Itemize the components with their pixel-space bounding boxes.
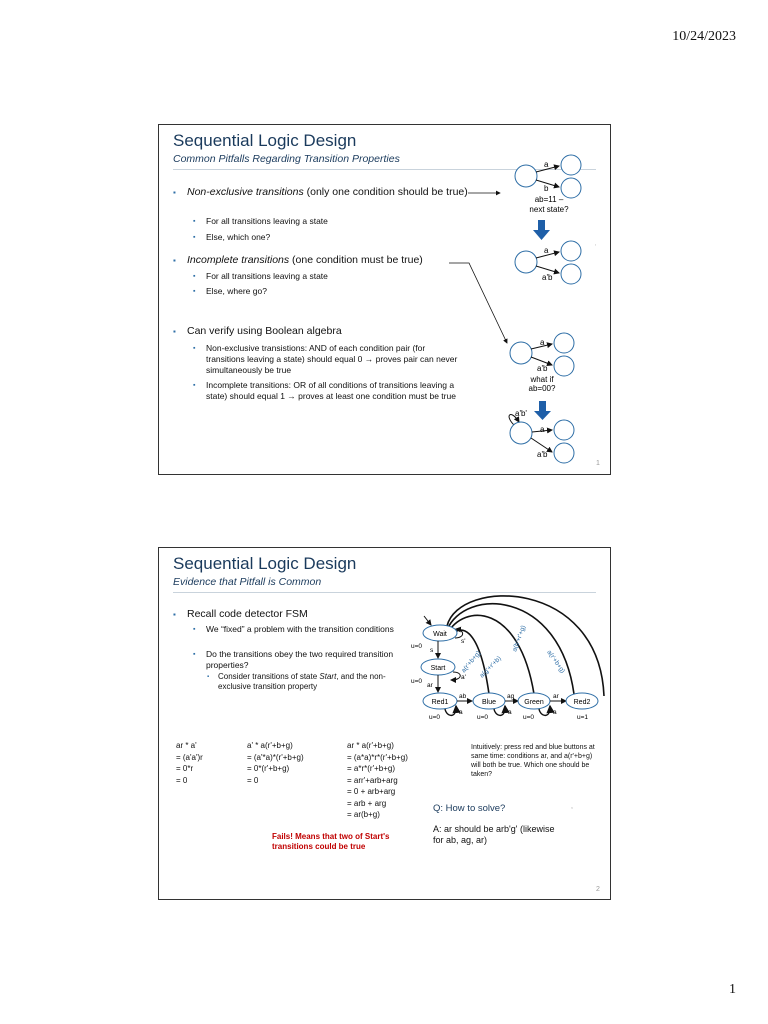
equation-line: = ar(b+g) (347, 810, 380, 819)
arc-label: a(g'+r'+b) (478, 655, 503, 680)
fail-message: Fails! Means that two of Start's transitions could be true (272, 832, 390, 851)
condition-label: a'b (542, 273, 553, 282)
diagram-note: ab=11 – (534, 195, 564, 204)
sub-bullet: ▪ We “fixed” a problem with the transition conditions (193, 624, 406, 635)
slide-number: 1 (596, 460, 600, 467)
state-label: Red1 (431, 699, 449, 706)
condition-label: ar (553, 693, 559, 700)
sub-bullet: ▪ For all transitions leaving a state (193, 216, 328, 227)
equation-line: ar * a(r'+b+g) (347, 741, 394, 750)
diagram-fixed-exclusive (515, 241, 581, 284)
equation-line: ar * a' (176, 741, 197, 750)
condition-label: ab (459, 693, 467, 700)
bullet-text: (only one condition should be true) (303, 186, 468, 198)
equation-line: = arr'+arb+arg (347, 775, 398, 785)
slide-title: Sequential Logic Design (173, 131, 357, 150)
down-arrow-icon (534, 401, 551, 420)
question-text: Q: How to solve? (433, 803, 506, 814)
condition-label: s (430, 647, 434, 654)
state-green (518, 693, 550, 709)
condition-label: b (544, 184, 549, 193)
condition-label: a (508, 709, 512, 716)
state-node (561, 155, 581, 175)
page-date: 10/24/2023 (672, 29, 736, 44)
bullet-verify: ▪ Can verify using Boolean algebra (173, 325, 342, 338)
state-label: Blue (481, 699, 497, 706)
sub-bullet: ▪ For all transitions leaving a state (193, 271, 328, 282)
condition-label: a' (461, 674, 466, 681)
state-red2 (566, 693, 598, 709)
text-part: Consider transitions of state (218, 672, 320, 681)
page-number: 1 (729, 982, 736, 997)
sub-bullet: ▪ Do the transitions obey the two required transition properties? (193, 649, 411, 671)
condition-label: ar (427, 682, 433, 689)
text-part: , and the non-exclusive transition property (218, 672, 386, 691)
bullet-emphasis: Incomplete transitions (187, 254, 290, 266)
condition-label: a (544, 160, 549, 169)
answer-text: A: ar should be arb'g' (likewise for ab, ag, ar) (433, 824, 555, 845)
diagram-incomplete (510, 333, 574, 393)
sub-bullet: ▪ Else, where go? (193, 286, 267, 297)
slide-2 (158, 547, 611, 900)
condition-label: a (544, 246, 549, 255)
equation-line: = 0 (176, 775, 188, 785)
down-arrow-icon (533, 220, 550, 240)
output-label: u=0 (523, 714, 535, 721)
output-label: u=0 (477, 714, 489, 721)
output-label: u=1 (577, 714, 589, 721)
sub-bullet: ▪ Else, which one? (193, 232, 270, 243)
equation-line: = (a'a')r (176, 752, 203, 762)
bullet-emphasis: Non-exclusive transitions (187, 186, 304, 198)
arc-label: a(b'+r'+g) (511, 624, 528, 653)
transition-arc (447, 596, 604, 696)
slide-subtitle: Evidence that Pitfall is Common (173, 576, 322, 588)
text-emphasis: Start (319, 672, 337, 681)
arc-label: a(r'+b+g) (460, 649, 483, 675)
diagram-note: next state? (529, 205, 569, 214)
equation-line: = (a'*a)*(r'+b+g) (247, 752, 304, 762)
condition-label: a'b' (515, 409, 527, 418)
output-label: u=0 (411, 678, 423, 685)
state-node (515, 165, 537, 187)
equation-line: a' * a(r'+b+g) (247, 741, 293, 750)
diagram-note: ab=00? (528, 384, 556, 393)
condition-label: ag (507, 693, 515, 700)
condition-label: a (553, 709, 557, 716)
state-node (561, 178, 581, 198)
sub-bullet: ▪ Incomplete transitions: OR of all conditions of transitions leaving a state) should equal 1 → proves at least one condition must be true (193, 380, 461, 402)
decor-dot: , (571, 803, 573, 810)
condition-label: a'b (537, 364, 548, 373)
state-label: Wait (433, 631, 447, 638)
intuition-note: Intuitively: press red and blue buttons at same time: conditions ar, and a(r'+b+g) will both be true. Which one should be taken? (471, 744, 595, 778)
equation-line: = (a*a)*r*(r'+b+g) (347, 752, 408, 762)
arc-label: a(r'+b+g) (545, 649, 567, 675)
state-blue (473, 693, 505, 709)
condition-label: s' (461, 638, 466, 645)
slide-subtitle: Common Pitfalls Regarding Transition Properties (173, 153, 400, 165)
pointer-arrow (449, 263, 507, 343)
state-label: Red2 (573, 699, 591, 706)
condition-label: a (540, 338, 545, 347)
equation-line: = 0*r (176, 764, 194, 773)
equation-line: = 0*(r'+b+g) (247, 764, 290, 773)
slide-title: Sequential Logic Design (173, 554, 357, 573)
condition-label: a (459, 709, 463, 716)
bullet-text: (one condition must be true) (289, 254, 423, 266)
diagram-non-exclusive (515, 155, 581, 214)
state-label: Green (524, 699, 544, 706)
diagram-note: what if (530, 375, 554, 384)
svg-text:,: , (595, 241, 597, 247)
condition-label: a'b (537, 450, 548, 459)
transition-diagrams (159, 125, 610, 474)
state-wait (423, 625, 457, 641)
condition-label: a (540, 425, 545, 434)
code-detector-fsm (159, 548, 610, 899)
state-red1 (423, 693, 457, 709)
slide-1 (158, 124, 611, 475)
state-start (421, 659, 455, 675)
equation-line: = arb + arg (347, 798, 387, 808)
bullet-recall: ▪ Recall code detector FSM (173, 608, 308, 621)
state-label: Start (430, 665, 446, 672)
equation-line: = a*r*(r'+b+g) (347, 764, 395, 773)
output-label: u=0 (411, 643, 423, 650)
sub-bullet: ▪ Non-exclusive transistions: AND of each condition pair (for transitions leaving a state) should equal 0 → proves pair can never simultaneously be true (193, 343, 461, 376)
output-label: u=0 (429, 714, 441, 721)
slide-number: 2 (596, 886, 600, 893)
equation-line: = 0 + arb+arg (347, 787, 396, 796)
equation-line: = 0 (247, 775, 259, 785)
